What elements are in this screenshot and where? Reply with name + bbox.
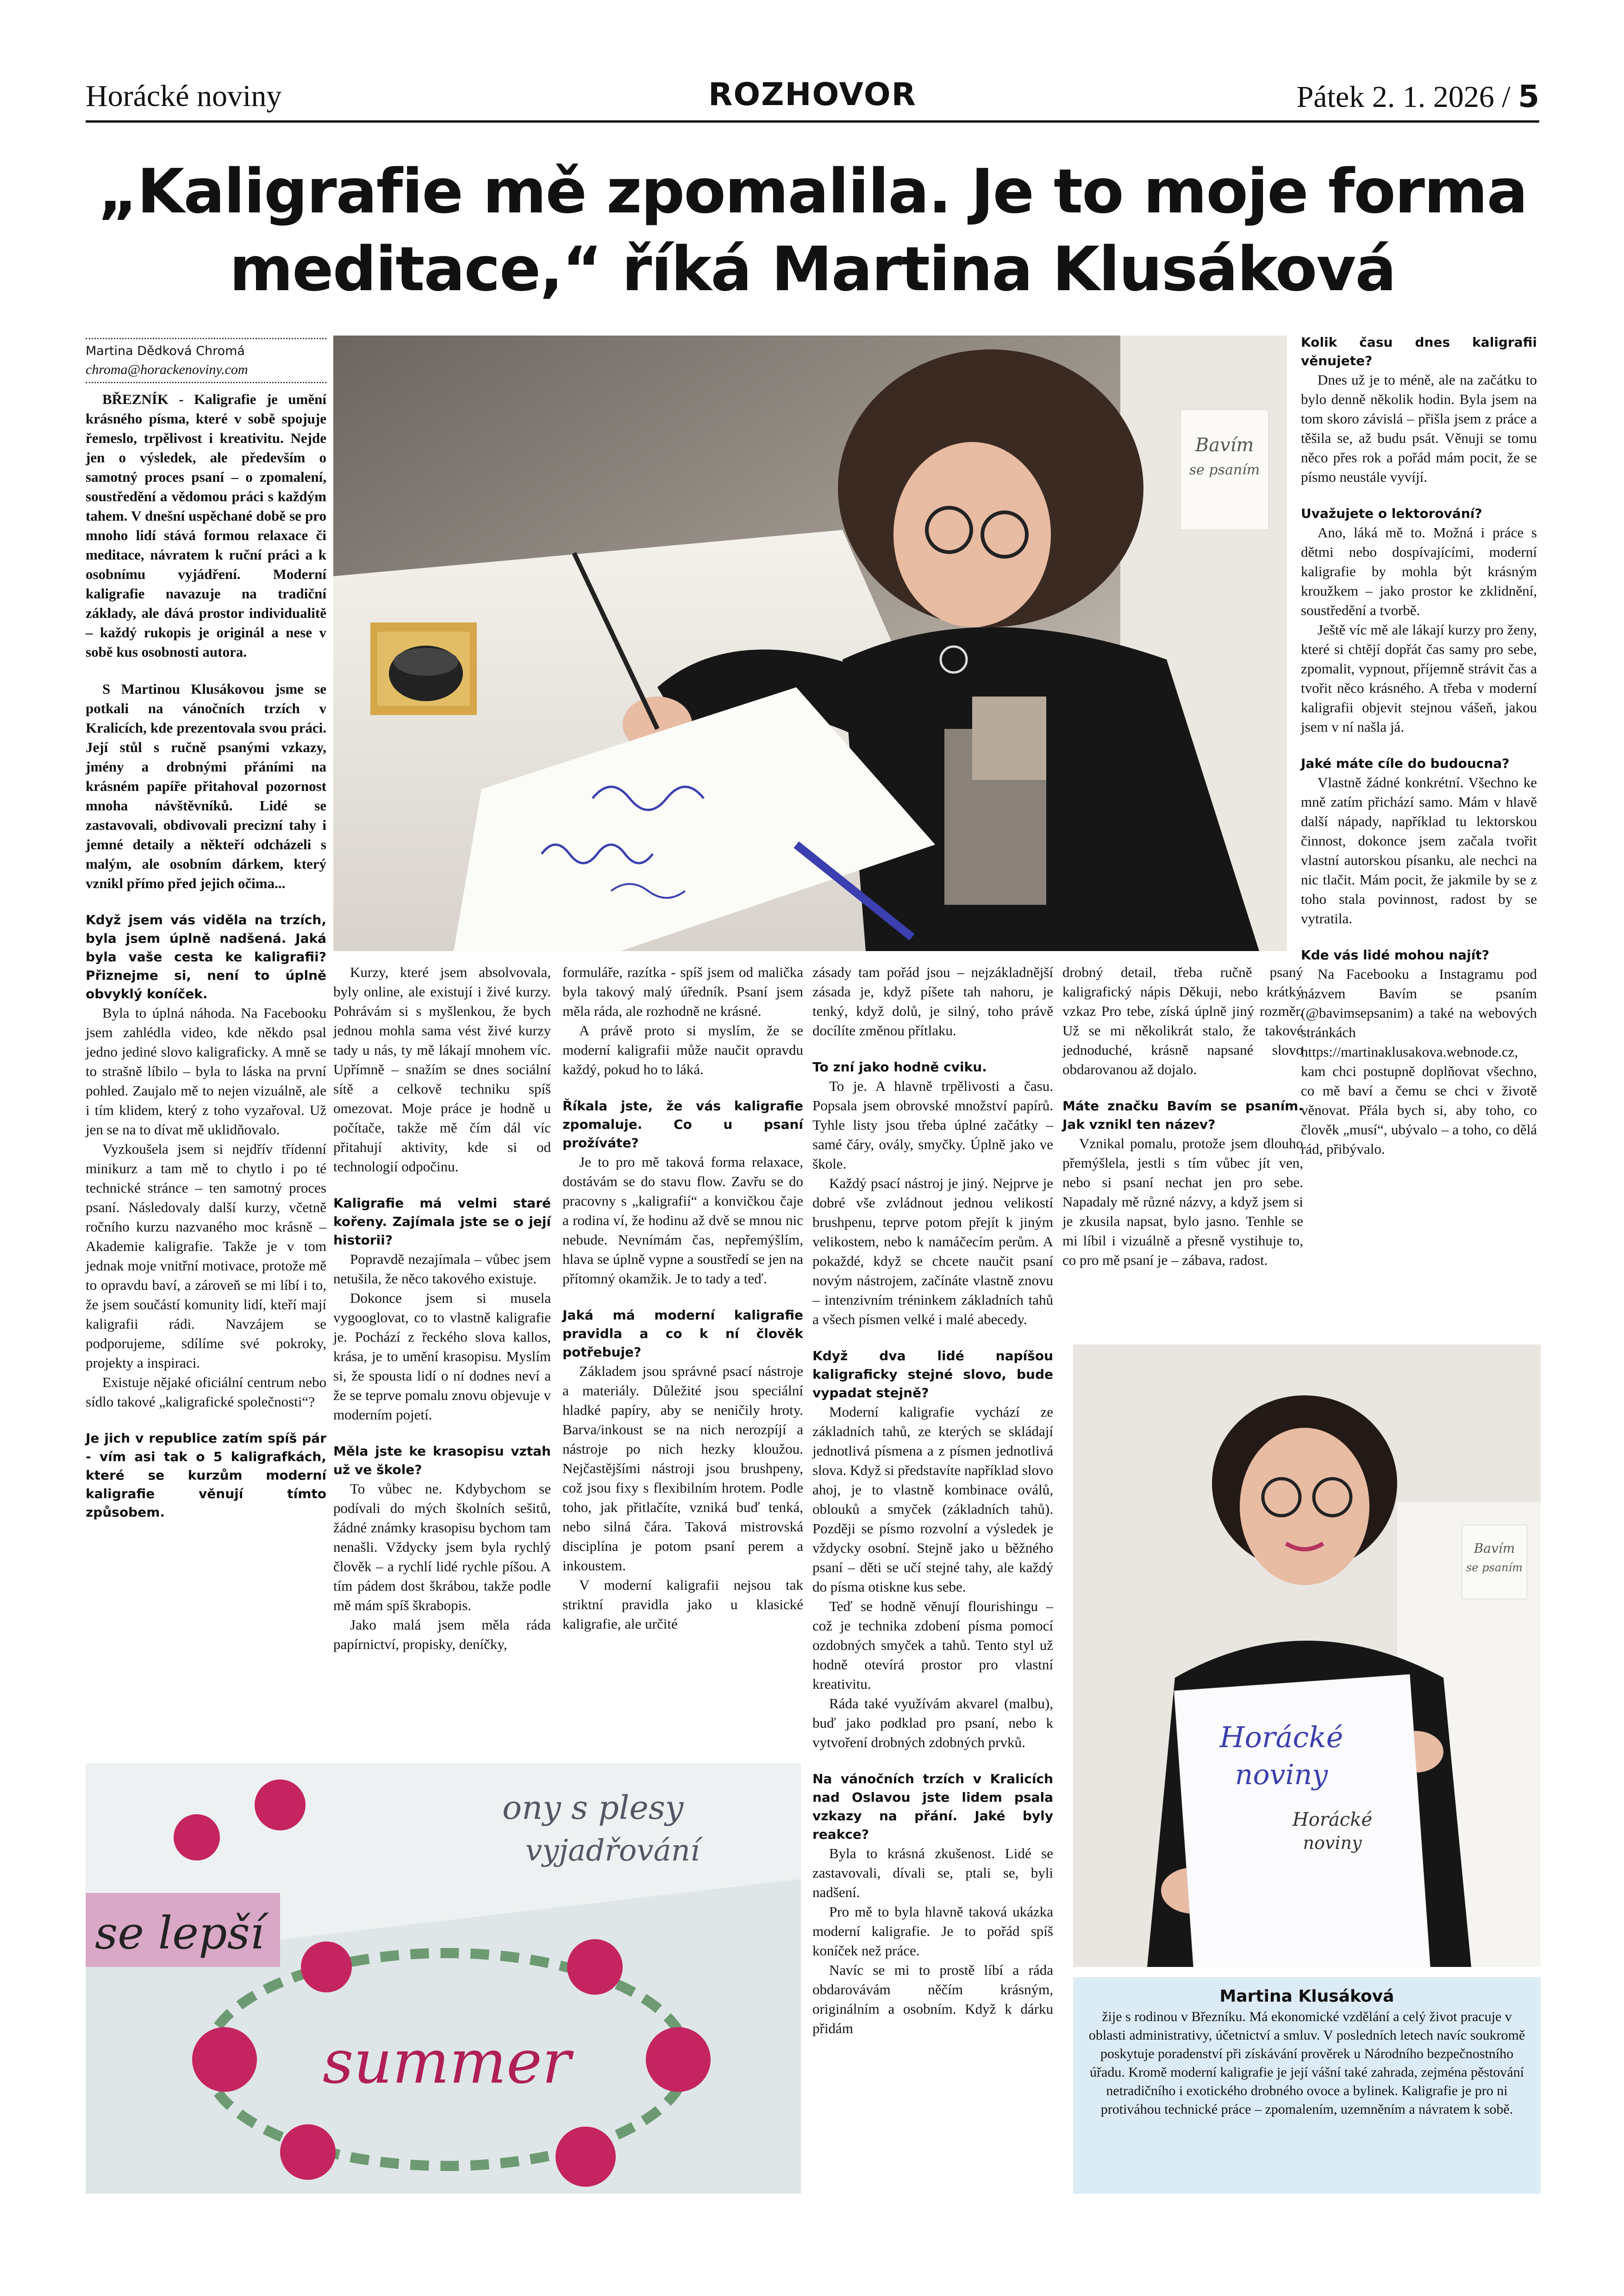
sign-line-1: Horácké <box>1219 1720 1343 1754</box>
interview-question: Měla jste ke krasopisu vztah už ve škole? <box>333 1444 551 1477</box>
answer-paragraph: Každý psací nástroj je jiný. Nejprve je dobré vše zvládnout jednou velikostí brushpenu, teprve potom přejít k jiným velikostem, nebo k namáčecím perům. A pokaždé, když se chcete naučit psaní novým nástrojem, začínáte vlastně znovu – intenzivním tréninkem základních tahů a všech písmen velké i malé abecedy. <box>812 1175 1053 1327</box>
answer-paragraph: To je. A hlavně trpělivosti a času. Popsala jsem obrovské množství papírů. Tyhle listy jsou třeba úplné začátky – samé čáry, ovály, smyčky. Úplně jako ve škole. <box>812 1078 1053 1172</box>
interview-question: Když dva lidé napíšou kaligraficky stejné slovo, bude vypadat stejně? <box>812 1348 1053 1400</box>
publication-name: Horácké noviny <box>86 79 282 113</box>
sign-line-3: Horácké <box>1292 1809 1373 1830</box>
answer-paragraph: Vlastně žádné konkrétní. Všechno ke mně zatím přichází samo. Mám v hlavě další nápady, například tu lektorskou činnost, dokonce jsem začala tvořit vlastní autorskou písanku, ale nechci na nic tlačit. Mám pocit, že jakmile by se z toho stala povinnost, radost by se vytratila. <box>1301 774 1537 927</box>
column-1 <box>86 338 326 1522</box>
answer-paragraph: Byla to krásná zkušenost. Lidé se zastavovali, dívali se, ptali se, byli nadšení. <box>812 1845 1053 1900</box>
interview-question: To zní jako hodně cviku. <box>812 1059 987 1075</box>
answer-paragraph: Popravdě nezajímala – vůbec jsem netušila, že něco takového existuje. <box>333 1251 551 1287</box>
interview-question: Kde vás lidé mohou najít? <box>1301 947 1489 963</box>
shelf-card-word-2: se psaním <box>1466 1561 1523 1574</box>
top-card-word-1: Bavím <box>1195 435 1254 456</box>
watercolor-illustration <box>86 1763 801 2194</box>
answer-paragraph: Dokonce jsem si musela vygooglovat, co to vlastně kaligrafie je. Pochází z řeckého slova kallos, krása, je to umění krasopisu. Myslím si, že spousta lidí o ní dodnes neví a že se teprve pomalu znovu objevuje v moderním pojetí. <box>333 1290 551 1423</box>
painting-text-left: se lepší <box>95 1907 264 1959</box>
headline-line-1: „Kaligrafie mě zpomalila. Je to moje forma <box>98 156 1527 227</box>
page-number: 5 <box>1518 79 1539 114</box>
byline-author: Martina Dědková Chromá <box>86 344 245 358</box>
portrait-illustration <box>1073 1344 1541 1967</box>
main-photo-illustration <box>333 336 1287 951</box>
answer-paragraph: Kurzy, které jsem absolvovala, byly online, ale existují i živé kurzy. Pohrávám si s myšlenkou, že bych jednou mohla sama vést živé kurzy tady u nás, ty mě lákají mnohem víc. Upřímně – snažím se dnes sociální sítě a celkově techniku spíš omezovat. Moje práce je hodně u počítače, takže mě čím dál víc přitahují aktivity, kde si od technologií odpočinu. <box>333 964 551 1175</box>
answer-paragraph: Jako malá jsem měla ráda papírnictví, propisky, deníčky, <box>333 1617 551 1652</box>
answer-paragraph: zásady tam pořád jsou – nejzákladnější zásada je, když píšete tah nahoru, je tenký, když dolů, je silný, toho právě docílíte změnou přítlaku. <box>812 964 1053 1039</box>
answer-paragraph: Existuje nějaké oficiální centrum nebo sídlo takové „kaligrafické společnosti“? <box>86 1374 326 1410</box>
interview-question: Kaligrafie má velmi staré kořeny. Zajímala jste se o její historii? <box>333 1195 551 1248</box>
headline <box>86 153 1539 308</box>
answer-paragraph: Pro mě to byla hlavně taková ukázka moderní kaligrafie. Je to pořád spíš koníček než práce. <box>812 1904 1053 1959</box>
column-2 <box>333 963 551 1654</box>
answer-paragraph: Dnes už je to méně, ale na začátku to bylo denně několik hodin. Byla jsem na tom skoro závislá – přišla jsem z práce a těšila se, až budu psát. Věnuji se tomu něco přes rok a pořád mám pocit, že se písmo neustále vyvíjí. <box>1301 372 1537 485</box>
main-photo-calligrapher <box>333 336 1287 951</box>
interview-question: Je jich v republice zatím spíš pár - vím asi tak o 5 kaligrafkách, které se kurzům moderní kaligrafie věnují tímto způsobem. <box>86 1431 326 1520</box>
byline <box>86 338 326 383</box>
column-6 <box>1301 333 1537 1159</box>
answer-paragraph: V moderní kaligrafii nejsou tak striktní pravidla jako u klasické kaligrafie, ale určité <box>562 1577 803 1632</box>
infobox-text: žije s rodinou v Březníku. Má ekonomické vzdělání a celý život pracuje v oblasti administrativy, účetnictví a smluv. V posledních letech navíc soukromě poskytuje poradenství při získávání prověrek u Národního bezpečnostního úřadu. Kromě moderní kaligrafie je její vášní také zahrada, zejména pěstování netradičního i exotického drobného ovoce a bylinek. Kaligrafie je pro ni protiváhou technické práce – zpomalením, uzemněním a návratem k sobě. <box>1088 2009 1525 2117</box>
portrait-photo <box>1073 1344 1541 1967</box>
answer-paragraph: Ráda také využívám akvarel (malbu), buď jako podklad pro psaní, nebo k vytvoření drobných zdobných prvků. <box>812 1695 1053 1750</box>
answer-paragraph: Ano, láká mě to. Možná i práce s dětmi nebo dospívajícími, moderní kaligrafie by mohla být krásným kroužkem – jako prostor ke zklidnění, soustředění a tvorbě. <box>1301 524 1537 618</box>
issue-date <box>1297 79 1539 115</box>
answer-paragraph: Na Facebooku a Instagramu pod názvem Bavím se psaním (@bavimsepsanim) a také na webových stránkách https://martinaklusakova.webnode.cz, kam chci postupně doplňovat všechno, co mě baví a čemu se chci v životě věnovat. Přála bych si, aby toho, co člověk „musí“, ubývalo – a toho, co dělá rád, přibývalo. <box>1301 966 1537 1157</box>
answer-paragraph: Ještě víc mě ale lákají kurzy pro ženy, které si chtějí dopřát čas samy pro sebe, zpomalit, vypnout, příjemně strávit čas a tvořit něco krásného. A třeba v moderní kaligrafii objevit stejnou vášeň, jakou jsem v ní našla já. <box>1301 622 1537 735</box>
interview-question: Máte značku Bavím se psaním. Jak vznikl ten název? <box>1062 1098 1303 1132</box>
interview-question: Říkala jste, že vás kaligrafie zpomaluje. Co u psaní prožíváte? <box>562 1098 803 1151</box>
top-card-word-2: se psaním <box>1189 462 1260 478</box>
answer-paragraph: Teď se hodně věnují flourishingu – což je technika zdobení písma pomocí ozdobných smyček a tahů. Tento styl už hodně otevírá prostor pro vlastní kreativitu. <box>812 1598 1053 1692</box>
section-title: ROZHOVOR <box>708 76 917 113</box>
column-4 <box>812 963 1053 2038</box>
date-text: Pátek 2. 1. 2026 / <box>1296 80 1511 114</box>
column-5 <box>1062 963 1303 1270</box>
answer-paragraph: Vznikal pomalu, protože jsem dlouho přemýšlela, jestli s tím vůbec jít ven, nebo si psaní nechat jen pro sebe. Napadaly mě různé názvy, a když jsem si je zkusila napsat, bylo jasno. Tenhle se mi líbil i vizuálně a přesně vystihuje to, co pro mě psaní je – zábava, radost. <box>1062 1135 1303 1268</box>
painting-text-top-1: ony s plesy <box>502 1789 684 1827</box>
profile-infobox <box>1073 1977 1541 2194</box>
page-header <box>86 74 1539 139</box>
answer-paragraph: Je to pro mě taková forma relaxace, dostávám se do stavu flow. Zavřu se do pracovny s „kaligrafií“ a konvičkou čaje a rodina ví, že hodinu až dvě se mnou nic nebude. Nevnímám čas, nepřemýšlím, hlava se úplně vypne a soustředí se jen na přítomný okamžik. Je to tady a teď. <box>562 1154 803 1287</box>
sign-line-2: noviny <box>1235 1759 1328 1791</box>
painting-text-top-2: vyjadřování <box>525 1834 700 1868</box>
sign-line-4: noviny <box>1303 1833 1362 1853</box>
answer-paragraph: drobný detail, třeba ručně psaný kaligrafický nápis Děkuji, nebo krátký vzkaz Pro tebe, získá úplně jiný rozměr. Už se mi několikrát stalo, že takové jednoduché, krásně napsané slovo obdarovanou až dojalo. <box>1062 964 1303 1077</box>
headline-line-2: meditace,“ říká Martina Klusáková <box>229 234 1396 305</box>
watercolor-photo <box>86 1763 801 2194</box>
answer-paragraph: To vůbec ne. Kdybychom se podívali do mých školních sešitů, žádné známky krasopisu bychom tam nenašli. Vždycky jsem byla rychlý člověk – a rychlí lidé rychle píšou. A tím pádem dost škrábou, takže podle mě mám spíš škrabopis. <box>333 1481 551 1613</box>
header-rule <box>86 120 1539 123</box>
answer-paragraph: Základem jsou správné psací nástroje a materiály. Důležité jsou speciální hladké papíry, aby se neničily hroty. Barva/inkoust se na nich nerozpíjí a nástroje po nich hezky kloužou. Nejčastějšími nástroji jsou brushpeny, což jsou fixy s flexibilním hrotem. Podle toho, jak přitlačíte, vzniká buď tenká, nebo silná čára. Taková mistrovská disciplína je potom psaní perem a inkoustem. <box>562 1363 803 1574</box>
interview-question: Kolik času dnes kaligrafii věnujete? <box>1301 335 1537 368</box>
infobox-name: Martina Klusáková <box>1219 1987 1394 2006</box>
interview-question: Uvažujete o lektorování? <box>1301 506 1482 521</box>
interview-question: Jaké máte cíle do budoucna? <box>1301 756 1510 771</box>
answer-paragraph: formuláře, razítka - spíš jsem od malička byla takový malý úředník. Psaní jsem měla ráda, ale rozhodně ne krásné. <box>562 964 803 1019</box>
interview-question: Na vánočních trzích v Kralicích nad Oslavou jste lidem psala vzkazy na přání. Jaké byly reakce? <box>812 1771 1053 1842</box>
column-3 <box>562 963 803 1634</box>
shelf-card-word-1: Bavím <box>1474 1541 1515 1556</box>
interview-question: Když jsem vás viděla na trzích, byla jsem úplně nadšená. Jaká byla vaše cesta ke kaligrafii? Přiznejme si, není to úplně obvyklý koníček. <box>86 912 326 1002</box>
painting-word-summer: summer <box>322 2027 571 2097</box>
interview-question: Jaká má moderní kaligrafie pravidla a co k ní člověk potřebuje? <box>562 1307 803 1360</box>
answer-paragraph: A právě proto si myslím, že se moderní kaligrafii může naučit opravdu každý, pokud ho to láká. <box>562 1022 803 1077</box>
answer-paragraph: Vyzkoušela jsem si nejdřív třídenní minikurz a tam mě to chytlo i po té technické stránce – ten samotný proces psaní. Následovaly další kurzy, včetně ročního kurzu nazvaného moc krásně – Akademie kaligrafie. Takže je v tom jednak moje vnitřní motivace, protože mě to opravdu baví, a zároveň se mi líbí i to, že jsem součástí komunity lidí, kteří mají kaligrafii rádi. Navzájem se podporujeme, sdílíme své pokroky, projekty a inspiraci. <box>86 1141 326 1371</box>
byline-email: chroma@horackenoviny.com <box>86 362 248 377</box>
answer-paragraph: Moderní kaligrafie vychází ze základních tahů, ze kterých se skládají jednotlivá písmena a z písmen jednotlivá slova. Když si představíte například slovo ahoj, je to vlastně kombinace oválů, oblouků a smyček (základních tahů). Později se písmo rozvolní a výsledek je vždycky osobní. Stejně jako u běžného psaní – děti se učí stejné tahy, ale každý do písma otiskne kus sebe. <box>812 1404 1054 1595</box>
lead-paragraph: BŘEZNÍK - Kaligrafie je umění krásného písma, které v sobě spojuje řemeslo, trpělivost i kreativitu. Nejde jen o výsledek, ale především o samotný proces psaní – o zpomalení, soustředění a vědomou práci s každým tahem. V dnešní uspěchané době se pro mnoho lidí stává formou relaxace či meditace, návratem k ruční práci a k osobnímu vyjádření. Moderní kaligrafie navazuje na tradiční základy, ale dává prostor individualitě – každý rukopis je originál a nese v sobě kus osobnosti autora. <box>86 391 326 660</box>
answer-paragraph: Navíc se mi to prostě líbí a ráda obdarovávám něčím krásným, originálním a osobním. Když k dárku přidám <box>812 1962 1053 2036</box>
answer-paragraph: Byla to úplná náhoda. Na Facebooku jsem zahlédla video, kde někdo psal jedno jediné slovo kaligraficky. A mně se to strašně líbilo – byla to láska na první pohled. Zaujalo mě to nejen vizuálně, ale i tím klidem, který z toho vyzařoval. Už jen se na to dívat mě uklidňovalo. <box>86 1005 326 1138</box>
lead-paragraph: S Martinou Klusákovou jsme se potkali na vánočních trzích v Kralicích, kde prezentovala svou práci. Její stůl s ručně psanými vzkazy, jmény a drobnými přáními na krásném papíře přitahoval pozornost mnoha návštěvníků. Lidé se zastavovali, obdivovali precizní tahy i jemné detaily a někteří odcházeli s malým, ale osobním dárkem, který vznikl přímo před jejich očima... <box>86 681 326 891</box>
